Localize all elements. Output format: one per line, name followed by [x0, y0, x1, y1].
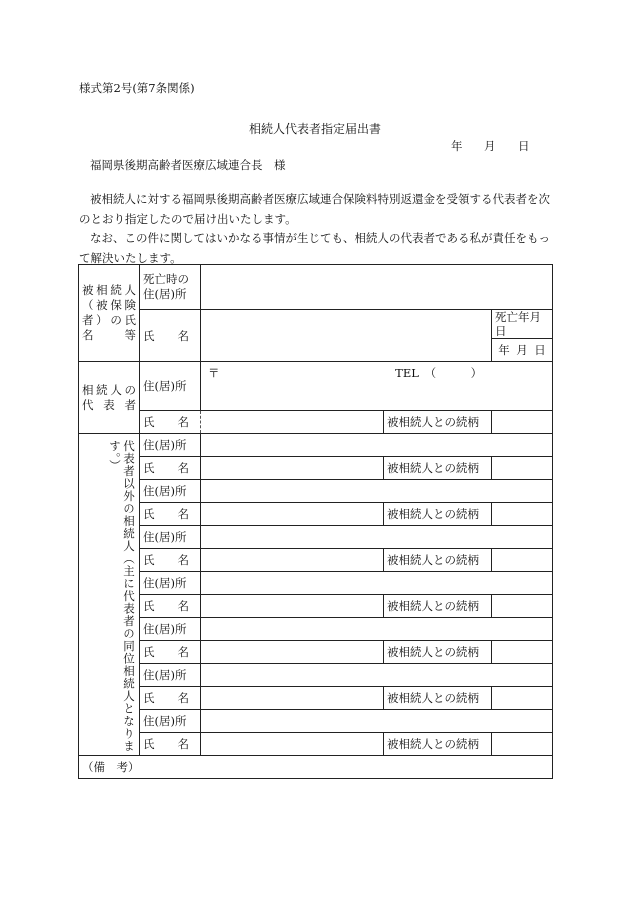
representative-name-field[interactable]: [201, 411, 384, 434]
remarks-label: （備 考）: [82, 760, 140, 774]
deceased-name-field[interactable]: [201, 310, 492, 362]
representative-relation-label: 被相続人との続柄: [384, 411, 492, 434]
other-heir-relation-label: 被相続人との続柄: [384, 733, 492, 756]
other-heir-relation-field[interactable]: [492, 457, 553, 480]
other-heir-address-label: 住(居)所: [140, 572, 201, 595]
tel-label: TEL （ ）: [395, 366, 483, 380]
other-heir-name-field[interactable]: [201, 503, 384, 526]
other-heir-address-label: 住(居)所: [140, 434, 201, 457]
date-year: 年: [451, 139, 463, 153]
other-heir-address-field[interactable]: [201, 664, 553, 687]
deceased-name-label: 氏 名: [140, 310, 201, 362]
other-heir-relation-label: 被相続人との続柄: [384, 687, 492, 710]
other-heir-address-label: 住(居)所: [140, 526, 201, 549]
other-heir-address-label: 住(居)所: [140, 480, 201, 503]
other-heir-name-label: 氏 名: [140, 503, 201, 526]
form-number: 様式第2号(第7条関係): [79, 81, 195, 95]
deceased-group-label: 被相続人 （被保険 者）の氏 名 等: [79, 265, 140, 362]
paragraph-1: 被相続人に対する福岡県後期高齢者医療広域連合保険料特別返還金を受領する代表者を次のとおり指定したので届け出いたします。: [79, 192, 550, 226]
other-heir-name-field[interactable]: [201, 733, 384, 756]
heir-form-table: [78, 264, 553, 779]
other-heir-address-field[interactable]: [201, 526, 553, 549]
date-day: 日: [518, 139, 530, 153]
representative-name-label: 氏 名: [140, 411, 201, 434]
deceased-address-field[interactable]: [201, 265, 553, 310]
other-heir-name-field[interactable]: [201, 687, 384, 710]
other-heir-relation-field[interactable]: [492, 687, 553, 710]
other-heir-relation-label: 被相続人との続柄: [384, 641, 492, 664]
other-heir-name-label: 氏 名: [140, 641, 201, 664]
other-heir-address-field[interactable]: [201, 572, 553, 595]
representative-address-field[interactable]: [201, 362, 553, 411]
other-heir-relation-label: 被相続人との続柄: [384, 457, 492, 480]
other-heir-address-field[interactable]: [201, 434, 553, 457]
other-heir-name-label: 氏 名: [140, 733, 201, 756]
death-date-label: 死亡年月日: [492, 310, 553, 339]
deceased-address-label: 死亡時の 住(居)所: [140, 265, 201, 310]
other-heir-name-field[interactable]: [201, 641, 384, 664]
other-heir-address-label: 住(居)所: [140, 710, 201, 733]
other-heir-name-label: 氏 名: [140, 595, 201, 618]
representative-address-label: 住(居)所: [140, 362, 201, 411]
representative-relation-field[interactable]: [492, 411, 553, 434]
other-heir-relation-label: 被相続人との続柄: [384, 503, 492, 526]
representative-group-label: 相続人の 代 表 者: [79, 362, 140, 434]
postal-mark: 〒: [208, 366, 220, 380]
other-heir-name-field[interactable]: [201, 595, 384, 618]
other-heir-name-label: 氏 名: [140, 457, 201, 480]
other-heir-relation-field[interactable]: [492, 641, 553, 664]
other-heir-address-label: 住(居)所: [140, 664, 201, 687]
paragraph-2: なお、この件に関してはいかなる事情が生じても、相続人の代表者である私が責任をもって解決いたします。: [79, 231, 550, 265]
other-heir-relation-label: 被相続人との続柄: [384, 549, 492, 572]
other-heir-address-field[interactable]: [201, 618, 553, 641]
other-heirs-group-label: 代表者以外の相続人（主に代表者の同位相続人となります。）: [79, 434, 140, 756]
death-date-field[interactable]: 年 月 日: [492, 339, 553, 362]
addressee: 福岡県後期高齢者医療広域連合長 様: [90, 158, 286, 172]
other-heir-name-label: 氏 名: [140, 549, 201, 572]
other-heir-address-field[interactable]: [201, 710, 553, 733]
other-heir-name-field[interactable]: [201, 457, 384, 480]
other-heir-relation-field[interactable]: [492, 595, 553, 618]
other-heir-relation-field[interactable]: [492, 733, 553, 756]
date-month: 月: [484, 139, 496, 153]
other-heir-address-field[interactable]: [201, 480, 553, 503]
other-heir-name-label: 氏 名: [140, 687, 201, 710]
other-heir-name-field[interactable]: [201, 549, 384, 572]
other-heir-address-label: 住(居)所: [140, 618, 201, 641]
other-heir-relation-field[interactable]: [492, 503, 553, 526]
document-title: 相続人代表者指定届出書: [248, 122, 381, 136]
remarks-field[interactable]: [79, 756, 553, 779]
other-heir-relation-label: 被相続人との続柄: [384, 595, 492, 618]
other-heir-relation-field[interactable]: [492, 549, 553, 572]
